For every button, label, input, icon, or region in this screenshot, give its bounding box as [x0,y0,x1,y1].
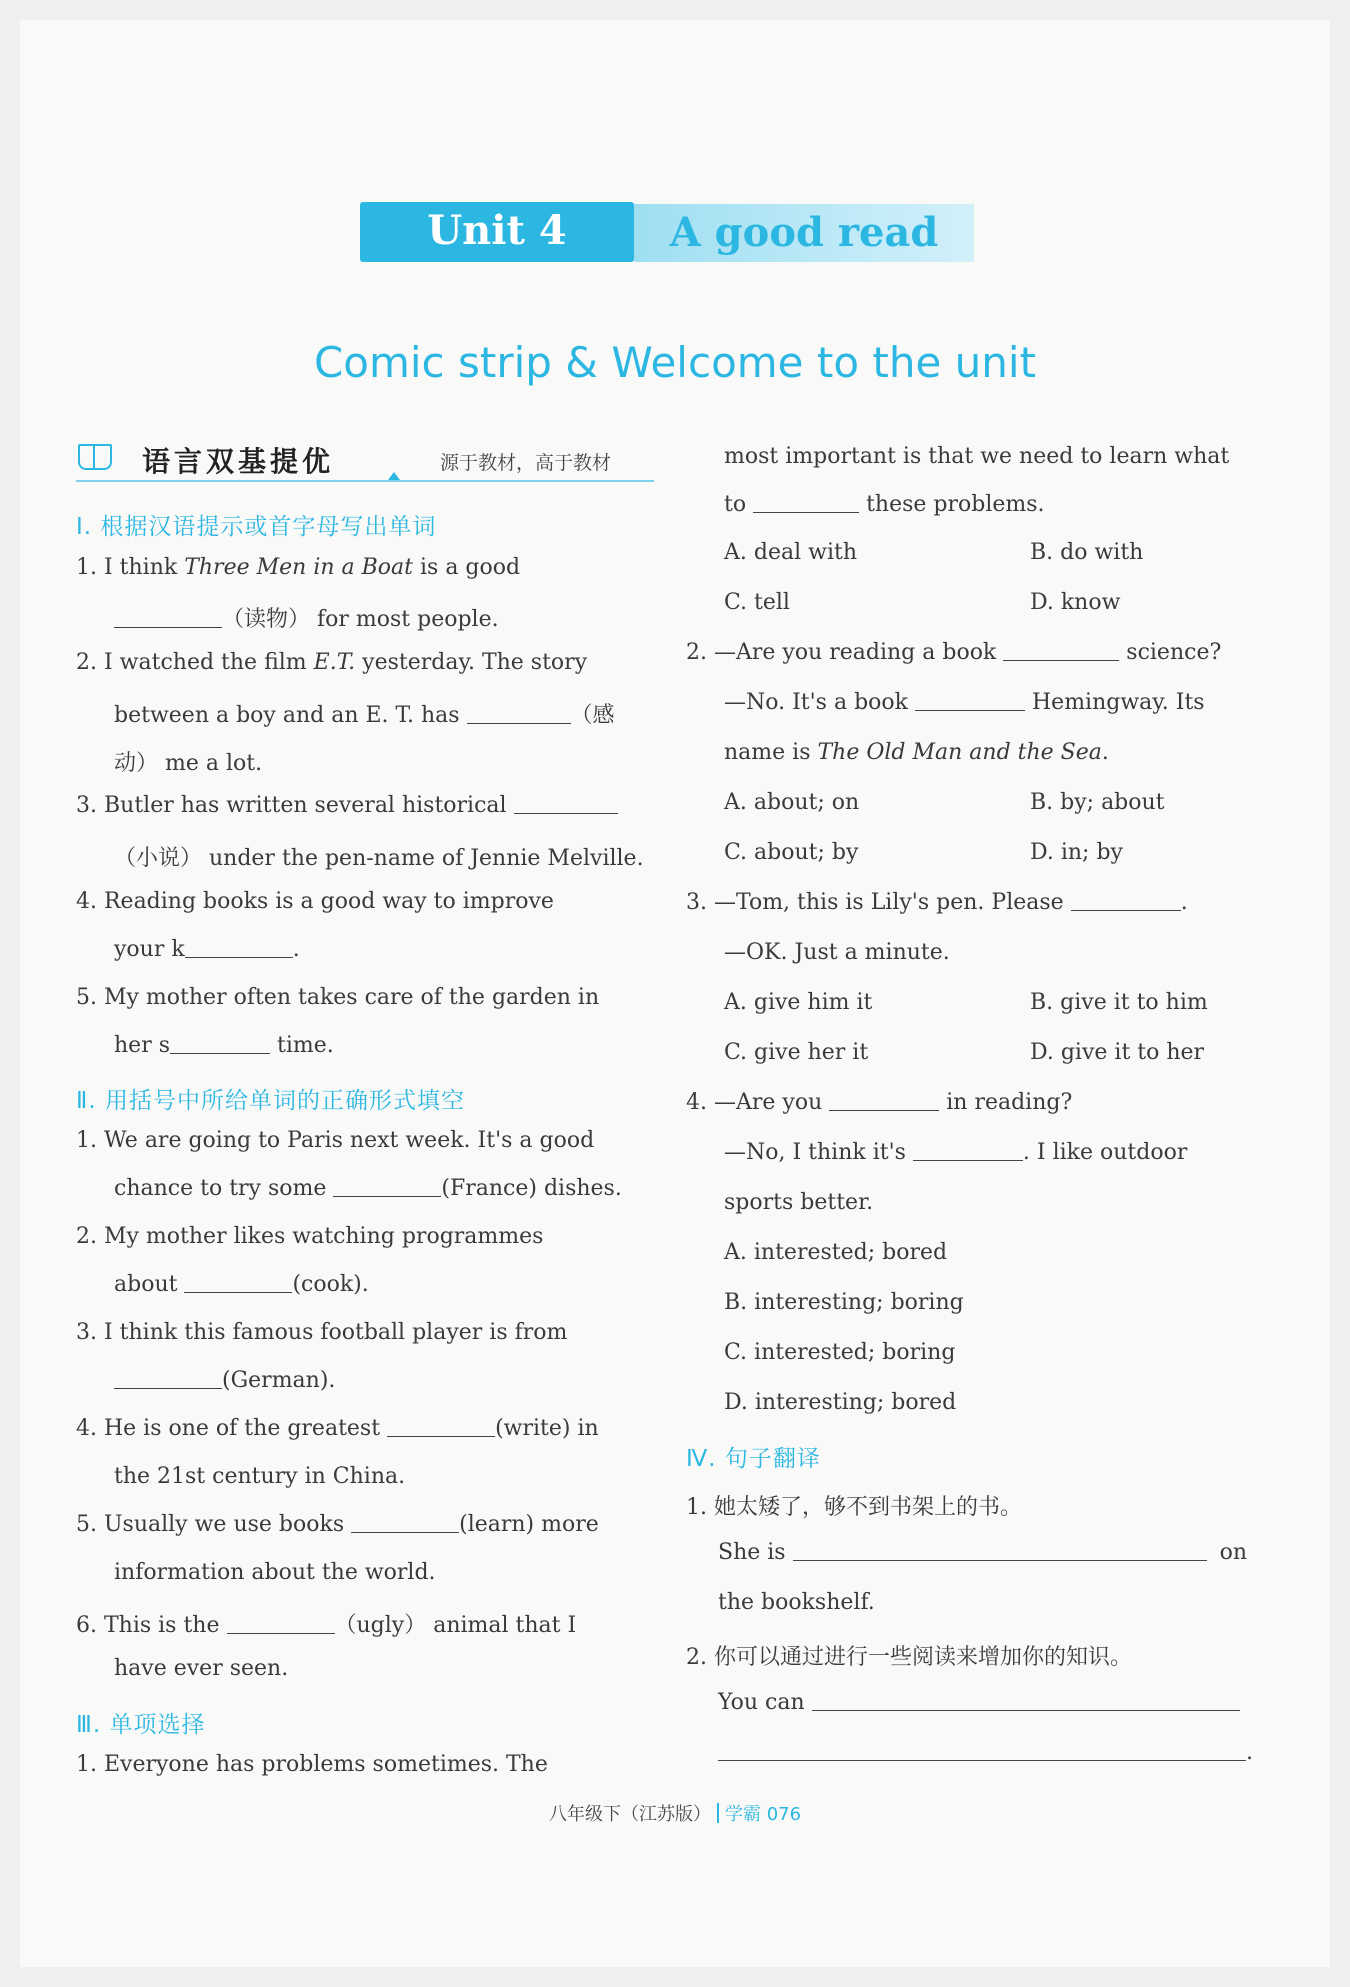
book-title: Three Men in a Boat [184,555,413,580]
part2-heading: Ⅱ. 用括号中所给单词的正确形式填空 [76,1088,465,1114]
option-a[interactable]: A. deal with [724,540,857,565]
lesson-title: Comic strip & Welcome to the unit [313,338,1037,387]
p2-q1-line2: chance to try some (France) dishes. [114,1176,622,1201]
p1-q3-line2: （小说） under the pen-name of Jennie Melville. [114,846,644,871]
answer-blank[interactable] [913,1140,1023,1161]
p4-q1-line3: the bookshelf. [718,1590,875,1615]
answer-blank[interactable] [1071,890,1181,911]
p3-q3-line1: 3. —Tom, this is Lily's pen. Please . [686,890,1188,915]
p3-q3-line2: —OK. Just a minute. [724,940,950,965]
answer-blank[interactable] [184,1272,292,1293]
p2-q6-line1: 6. This is the （ugly） animal that I [76,1613,577,1638]
page-number: 076 [766,1804,802,1825]
option-c[interactable]: C. give her it [724,1040,869,1065]
part3-heading: Ⅲ. 单项选择 [76,1712,206,1738]
option-a[interactable]: A. interested; bored [724,1240,948,1265]
p2-q5-line2: information about the world. [114,1560,436,1585]
p2-q2-line2: about (cook). [114,1272,369,1297]
answer-blank[interactable] [1003,640,1119,661]
option-a[interactable]: A. about; on [724,790,860,815]
p2-q3-line2: (German). [114,1368,335,1393]
book-title: The Old Man and the Sea [817,740,1102,765]
p2-q4-line2: the 21st century in China. [114,1464,406,1489]
p4-q2-chinese: 2. 你可以通过进行一些阅读来增加你的知识。 [686,1645,1132,1670]
answer-blank[interactable] [915,690,1025,711]
p2-q2-line1: 2. My mother likes watching programmes [76,1224,544,1249]
p1-q2-line3: 动） me a lot. [114,751,263,776]
triangle-icon [388,472,400,480]
p3-q4-line1: 4. —Are you in reading? [686,1090,1073,1115]
answer-blank[interactable] [387,1416,495,1437]
option-c[interactable]: C. interested; boring [724,1340,956,1365]
answer-blank[interactable] [114,607,222,628]
p1-q1-line2: （读物） for most people. [114,602,499,633]
p1-q5-line2: her s time. [114,1033,334,1058]
p3-q1-line1: 1. Everyone has problems sometimes. The [76,1752,548,1777]
p1-q2-line2: between a boy and an E. T. has （感 [114,703,615,728]
section-subtitle: 源于教材，高于教材 [440,452,612,474]
answer-blank[interactable] [114,1368,222,1389]
answer-blank[interactable] [718,1740,1246,1761]
p2-q6-line2: have ever seen. [114,1656,289,1681]
p2-q1-line1: 1. We are going to Paris next week. It's a good [76,1128,595,1153]
p2-q4-line1: 4. He is one of the greatest (write) in [76,1416,599,1441]
p4-q1-chinese: 1. 她太矮了，够不到书架上的书。 [686,1495,1022,1520]
p3-q4-line3: sports better. [724,1190,874,1215]
p1-q4-line2: your k . [114,937,300,962]
book-icon [78,444,112,470]
option-d[interactable]: D. know [1030,590,1121,615]
p4-q2-line2: You can [718,1690,1240,1715]
p3-q1-line3: to these problems. [724,492,1045,517]
p3-q4-line2: —No, I think it's . I like outdoor [724,1140,1188,1165]
option-d[interactable]: D. give it to her [1030,1040,1205,1065]
answer-blank[interactable] [514,793,618,814]
answer-blank[interactable] [467,703,571,724]
p3-q2-line3: name is The Old Man and the Sea. [724,740,1109,765]
unit-banner [360,202,974,262]
answer-blank[interactable] [829,1090,939,1111]
option-c[interactable]: C. about; by [724,840,859,865]
unit-label: Unit 4 [360,202,634,262]
option-d[interactable]: D. in; by [1030,840,1123,865]
p4-q1-line2: She is on [718,1540,1248,1565]
p1-q5-line1: 5. My mother often takes care of the garden in [76,985,600,1010]
option-b[interactable]: B. do with [1030,540,1144,565]
p4-q2-line3: . [718,1740,1253,1765]
part1-heading: Ⅰ. 根据汉语提示或首字母写出单词 [76,514,437,540]
answer-blank[interactable] [351,1512,459,1533]
p1-q2-line1: 2. I watched the film E.T. yesterday. The story [76,650,588,675]
brand-label: 学霸 [724,1804,761,1825]
option-a[interactable]: A. give him it [724,990,873,1015]
answer-blank[interactable] [812,1690,1240,1711]
p1-q4-line1: 4. Reading books is a good way to improve [76,889,554,914]
option-b[interactable]: B. by; about [1030,790,1165,815]
p3-q2-line1: 2. —Are you reading a book science? [686,640,1222,665]
p3-q2-line2: —No. It's a book Hemingway. Its [724,690,1205,715]
answer-blank[interactable] [227,1613,335,1634]
option-c[interactable]: C. tell [724,590,790,615]
divider [717,1803,719,1823]
p1-q1-line1: 1. I think Three Men in a Boat is a good [76,555,521,580]
unit-title: A good read [634,204,974,262]
section-header [76,440,654,482]
answer-blank[interactable] [793,1540,1207,1561]
section-heading: 语言双基提优 [142,445,335,478]
option-d[interactable]: D. interesting; bored [724,1390,957,1415]
answer-blank[interactable] [333,1176,441,1197]
answer-blank[interactable] [185,937,293,958]
option-b[interactable]: B. interesting; boring [724,1290,964,1315]
part4-heading: Ⅳ. 句子翻译 [686,1446,821,1472]
grade-label: 八年级下（江苏版） [548,1804,711,1825]
page-footer [0,1800,1350,1826]
p2-q5-line1: 5. Usually we use books (learn) more [76,1512,599,1537]
p3-q1-line2: most important is that we need to learn what [724,444,1230,469]
p1-q3-line1: 3. Butler has written several historical [76,793,618,818]
p2-q3-line1: 3. I think this famous football player is from [76,1320,568,1345]
option-b[interactable]: B. give it to him [1030,990,1208,1015]
answer-blank[interactable] [753,492,859,513]
answer-blank[interactable] [170,1033,270,1054]
